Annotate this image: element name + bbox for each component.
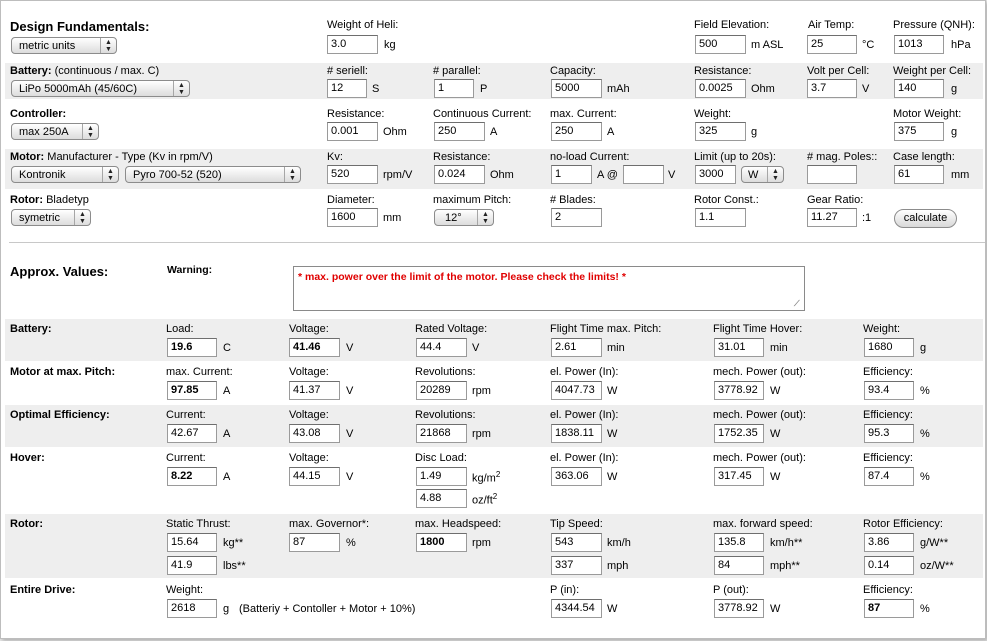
rated-voltage-label: Rated Voltage: [415,323,488,335]
max-current-input[interactable]: 250 [551,122,602,141]
battery-result-band [5,319,983,361]
ft-hover-unit: min [770,342,788,354]
disc-load-unit: $kg/m^2$ [472,470,501,485]
thrust-lbs-value: 41.9 [167,556,217,575]
noload-current-unit: A @ [597,169,618,181]
hov-pin-unit: W [607,471,618,483]
opt-eff-label: Efficiency: [863,409,913,421]
air-temp-label: Air Temp: [808,19,855,31]
hov-pout-unit: W [770,471,781,483]
opt-pin-unit: W [607,428,618,440]
drive-eff-label: Efficiency: [863,584,913,596]
mp-rev-value: 20289 [416,381,467,400]
rotor-eff-g-value: 3.86 [864,533,914,552]
fwd-kmh-value: 135.8 [714,533,764,552]
max-current-label: max. Current: [550,108,617,120]
bat-voltage-unit: V [346,342,354,354]
ft-pitch-label: Flight Time max. Pitch: [550,323,662,335]
motor-resistance-unit: Ohm [490,169,514,181]
bat-weight-value: 1680 [864,338,914,357]
disc-load2-value: 4.88 [416,489,467,508]
tip-mph-value: 337 [551,556,602,575]
approx-title: Approx. Values: [10,264,109,279]
drive-pout-label: P (out): [713,584,749,596]
hov-eff-label: Efficiency: [863,452,913,464]
max-pitch-label: maximum Pitch: [433,194,512,206]
load-value: 19.6 [167,338,217,357]
res-motor-pitch-title: Motor at max. Pitch: [10,366,116,378]
motor-weight-input[interactable]: 375 [894,122,944,141]
fwd-kmh-unit: km/h** [770,537,803,549]
parallel-label: # parallel: [433,65,481,77]
res-drive-title: Entire Drive: [10,584,76,596]
motor-type-select[interactable]: Pyro 700-52 (520) ▲ ▼ [125,166,301,183]
thrust-lbs-unit: lbs** [223,560,246,572]
fwd-speed-label: max. forward speed: [713,518,813,530]
gear-ratio-input[interactable]: 11.27 [807,208,857,227]
hov-voltage-value: 44.15 [289,467,340,486]
headspeed-unit: rpm [472,537,491,549]
governor-value: 87 [289,533,340,552]
limit-input[interactable]: 3000 [695,165,736,184]
drive-pout-unit: W [770,603,781,615]
opt-voltage-label: Voltage: [289,409,329,421]
field-elevation-input[interactable]: 500 [695,35,746,54]
hov-pout-label: mech. Power (out): [713,452,806,464]
select-arrows-icon: ▲ ▼ [74,210,90,225]
motor-resistance-label: Resistance: [433,151,491,163]
opt-rev-label: Revolutions: [415,409,476,421]
gear-ratio-unit: :1 [862,212,872,224]
cont-current-unit: A [490,126,498,138]
seriell-unit: S [372,83,380,95]
rated-voltage-value: 44.4 [416,338,467,357]
motor-weight-unit: g [951,126,958,138]
hov-current-value: 8.22 [167,467,217,486]
field-elevation-unit: m ASL [751,39,784,51]
select-arrows-icon: ▲ ▼ [173,81,189,96]
rotor-eff-g-unit: g/W** [920,537,949,549]
warning-label: Warning: [167,264,213,276]
parallel-input[interactable]: 1 [434,79,474,98]
drive-weight-value: 2618 [167,599,217,618]
mp-eff-label: Efficiency: [863,366,913,378]
volt-cell-input[interactable]: 3.7 [807,79,857,98]
drive-weight-unit: g [223,603,230,615]
hov-pin-label: el. Power (In): [550,452,619,464]
cont-current-input[interactable]: 250 [434,122,485,141]
controller-resistance-label: Resistance: [327,108,385,120]
mp-voltage-unit: V [346,385,354,397]
case-length-input[interactable]: 61 [894,165,944,184]
opt-pout-unit: W [770,428,781,440]
res-hover-title: Hover: [10,452,45,464]
drive-eff-unit: % [920,603,930,615]
weight-cell-label: Weight per Cell: [893,65,972,77]
diameter-label: Diameter: [327,194,375,206]
hov-current-label: Current: [166,452,206,464]
mp-current-value: 97.85 [167,381,217,400]
case-length-label: Case length: [893,151,955,163]
hov-pin-value: 363.06 [551,467,602,486]
limit-unit-select[interactable]: W ▲ ▼ [741,166,784,183]
battery-resistance-label: Resistance: [694,65,752,77]
load-label: Load: [166,323,194,335]
rotor-const-label: Rotor Const.: [694,194,759,206]
drive-eff-value: 87 [864,599,914,618]
weight-heli-label: Weight of Heli: [327,19,399,31]
weight-heli-input[interactable]: 3.0 [327,35,378,54]
blades-label: # Blades: [550,194,596,206]
res-rotor-title: Rotor: [10,518,43,530]
poles-label: # mag. Poles:: [807,151,878,163]
mp-pin-unit: W [607,385,618,397]
case-length-unit: mm [951,169,970,181]
mp-voltage-label: Voltage: [289,366,329,378]
optimal-result-band [5,405,983,447]
units-select[interactable]: metric units ▲ ▼ [11,37,117,54]
rotor-const-input[interactable]: 1.1 [695,208,746,227]
opt-eff-value: 95.3 [864,424,914,443]
blade-type-select[interactable]: symetric ▲ ▼ [11,209,91,226]
weight-heli-unit: kg [384,39,396,51]
thrust-label: Static Thrust: [166,518,231,530]
opt-rev-unit: rpm [472,428,491,440]
drive-weight-note: (Batteriy + Contoller + Motor + 10%) [239,603,416,615]
opt-pout-label: mech. Power (out): [713,409,806,421]
bat-weight-label: Weight: [863,323,901,335]
mp-pout-unit: W [770,385,781,397]
pressure-unit: hPa [951,39,971,51]
fwd-mph-unit: mph** [770,560,800,572]
rotor-eff-oz-value: 0.14 [864,556,914,575]
limit-label: Limit (up to 20s): [694,151,776,163]
kv-input[interactable]: 520 [327,165,378,184]
pressure-input[interactable]: 1013 [894,35,944,54]
drive-pin-label: P (in): [550,584,580,596]
hov-voltage-unit: V [346,471,354,483]
controller-weight-unit: g [751,126,758,138]
opt-pin-label: el. Power (In): [550,409,619,421]
max-current-unit: A [607,126,615,138]
mp-current-label: max. Current: [166,366,233,378]
controller-weight-label: Weight: [694,108,732,120]
governor-unit: % [346,537,356,549]
resize-grip-icon: ⟋ [794,299,800,308]
manufacturer-select[interactable]: Kontronik ▲ ▼ [11,166,119,183]
drive-weight-label: Weight: [166,584,204,596]
select-arrows-icon: ▲ ▼ [102,167,118,182]
volt-cell-label: Volt per Cell: [807,65,870,77]
opt-current-label: Current: [166,409,206,421]
kv-label: Kv: [327,151,343,163]
controller-select[interactable]: max 250A ▲ ▼ [11,123,99,140]
mp-pout-value: 3778.92 [714,381,764,400]
bat-voltage-label: Voltage: [289,323,329,335]
ft-hover-value: 31.01 [714,338,764,357]
hov-eff-unit: % [920,471,930,483]
air-temp-unit: °C [862,39,875,51]
mp-current-unit: A [223,385,231,397]
noload-voltage-unit: V [668,169,676,181]
opt-pout-value: 1752.35 [714,424,764,443]
opt-eff-unit: % [920,428,930,440]
tip-kmh-value: 543 [551,533,602,552]
mp-eff-value: 93.4 [864,381,914,400]
capacity-label: Capacity: [550,65,596,77]
headspeed-label: max. Headspeed: [415,518,502,530]
seriell-label: # seriell: [327,65,368,77]
thrust-kg-value: 15.64 [167,533,217,552]
capacity-unit: mAh [607,83,630,95]
ft-hover-label: Flight Time Hover: [713,323,803,335]
rotor-input-title: Rotor: Bladetyp [10,194,89,206]
design-title: Design Fundamentals: [10,19,150,34]
select-arrows-icon: ▲ ▼ [767,167,783,182]
motor-resistance-input[interactable]: 0.024 [434,165,485,184]
section-divider [9,242,985,243]
governor-label: max. Governor*: [289,518,370,530]
res-optimal-title: Optimal Efficiency: [10,409,110,421]
drive-pin-unit: W [607,603,618,615]
tip-speed-label: Tip Speed: [550,518,603,530]
poles-input[interactable] [807,165,857,184]
mp-eff-unit: % [920,385,930,397]
opt-rev-value: 21868 [416,424,467,443]
warning-text: * max. power over the limit of the motor. Please check the limits! * [298,271,626,283]
disc-load2-unit: $oz/ft^2$ [472,492,498,507]
bat-voltage-value: 41.46 [289,338,340,357]
bat-weight-unit: g [920,342,927,354]
noload-label: no-load Current: [550,151,630,163]
res-battery-title: Battery: [10,323,52,335]
mp-voltage-value: 41.37 [289,381,340,400]
rated-voltage-unit: V [472,342,480,354]
opt-pin-value: 1838.11 [551,424,602,443]
drive-pin-value: 4344.54 [551,599,602,618]
pressure-label: Pressure (QNH): [893,19,975,31]
opt-voltage-unit: V [346,428,354,440]
mp-rev-label: Revolutions: [415,366,476,378]
air-temp-input[interactable]: 25 [807,35,857,54]
tip-kmh-unit: km/h [607,537,631,549]
warning-textarea[interactable] [293,266,805,311]
opt-current-value: 42.67 [167,424,217,443]
tip-mph-unit: mph [607,560,629,572]
drive-pout-value: 3778.92 [714,599,764,618]
noload-voltage-input[interactable] [623,165,664,184]
motor-weight-label: Motor Weight: [893,108,962,120]
hov-pout-value: 317.45 [714,467,764,486]
max-pitch-select[interactable]: 12° ▲ ▼ [434,209,494,226]
headspeed-value: 1800 [416,533,467,552]
diameter-input[interactable]: 1600 [327,208,378,227]
controller-resistance-unit: Ohm [383,126,407,138]
calculate-button[interactable]: calculate [894,209,957,228]
hov-voltage-label: Voltage: [289,452,329,464]
opt-current-unit: A [223,428,231,440]
controller-resistance-input[interactable]: 0.001 [327,122,378,141]
rotor-eff-oz-unit: oz/W** [920,560,954,572]
noload-current-input[interactable]: 1 [551,165,592,184]
volt-cell-unit: V [862,83,870,95]
mp-pin-value: 4047.73 [551,381,602,400]
cont-current-label: Continuous Current: [433,108,532,120]
ft-pitch-unit: min [607,342,625,354]
diameter-unit: mm [383,212,402,224]
select-arrows-icon: ▲ ▼ [284,167,300,182]
select-arrows-icon: ▲ ▼ [100,38,116,53]
seriell-input[interactable]: 12 [327,79,367,98]
mp-pin-label: el. Power (In): [550,366,619,378]
battery-resistance-input[interactable]: 0.0025 [695,79,746,98]
opt-voltage-value: 43.08 [289,424,340,443]
disc-load-label: Disc Load: [415,452,467,464]
controller-title: Controller: [10,108,67,120]
capacity-input[interactable]: 5000 [551,79,602,98]
mp-pout-label: mech. Power (out): [713,366,806,378]
hov-current-unit: A [223,471,231,483]
parallel-unit: P [480,83,488,95]
fwd-mph-value: 84 [714,556,764,575]
battery-select[interactable]: LiPo 5000mAh (45/60C) ▲ ▼ [11,80,190,97]
hov-eff-value: 87.4 [864,467,914,486]
motor-title: Motor: Manufacturer - Type (Kv in rpm/V) [10,151,213,163]
kv-unit: rpm/V [383,169,413,181]
battery-resistance-unit: Ohm [751,83,775,95]
weight-cell-input[interactable]: 140 [894,79,944,98]
disc-load-value: 1.49 [416,467,467,486]
thrust-kg-unit: kg** [223,537,244,549]
select-arrows-icon: ▲ ▼ [477,210,493,225]
rotor-eff-label: Rotor Efficiency: [863,518,943,530]
weight-cell-unit: g [951,83,958,95]
field-elevation-label: Field Elevation: [694,19,770,31]
load-unit: C [223,342,231,354]
gear-ratio-label: Gear Ratio: [807,194,864,206]
select-arrows-icon: ▲ ▼ [82,124,98,139]
mp-rev-unit: rpm [472,385,491,397]
ft-pitch-value: 2.61 [551,338,602,357]
controller-weight-input[interactable]: 325 [695,122,746,141]
battery-title: Battery: (continuous / max. C) [10,65,160,77]
blades-input[interactable]: 2 [551,208,602,227]
